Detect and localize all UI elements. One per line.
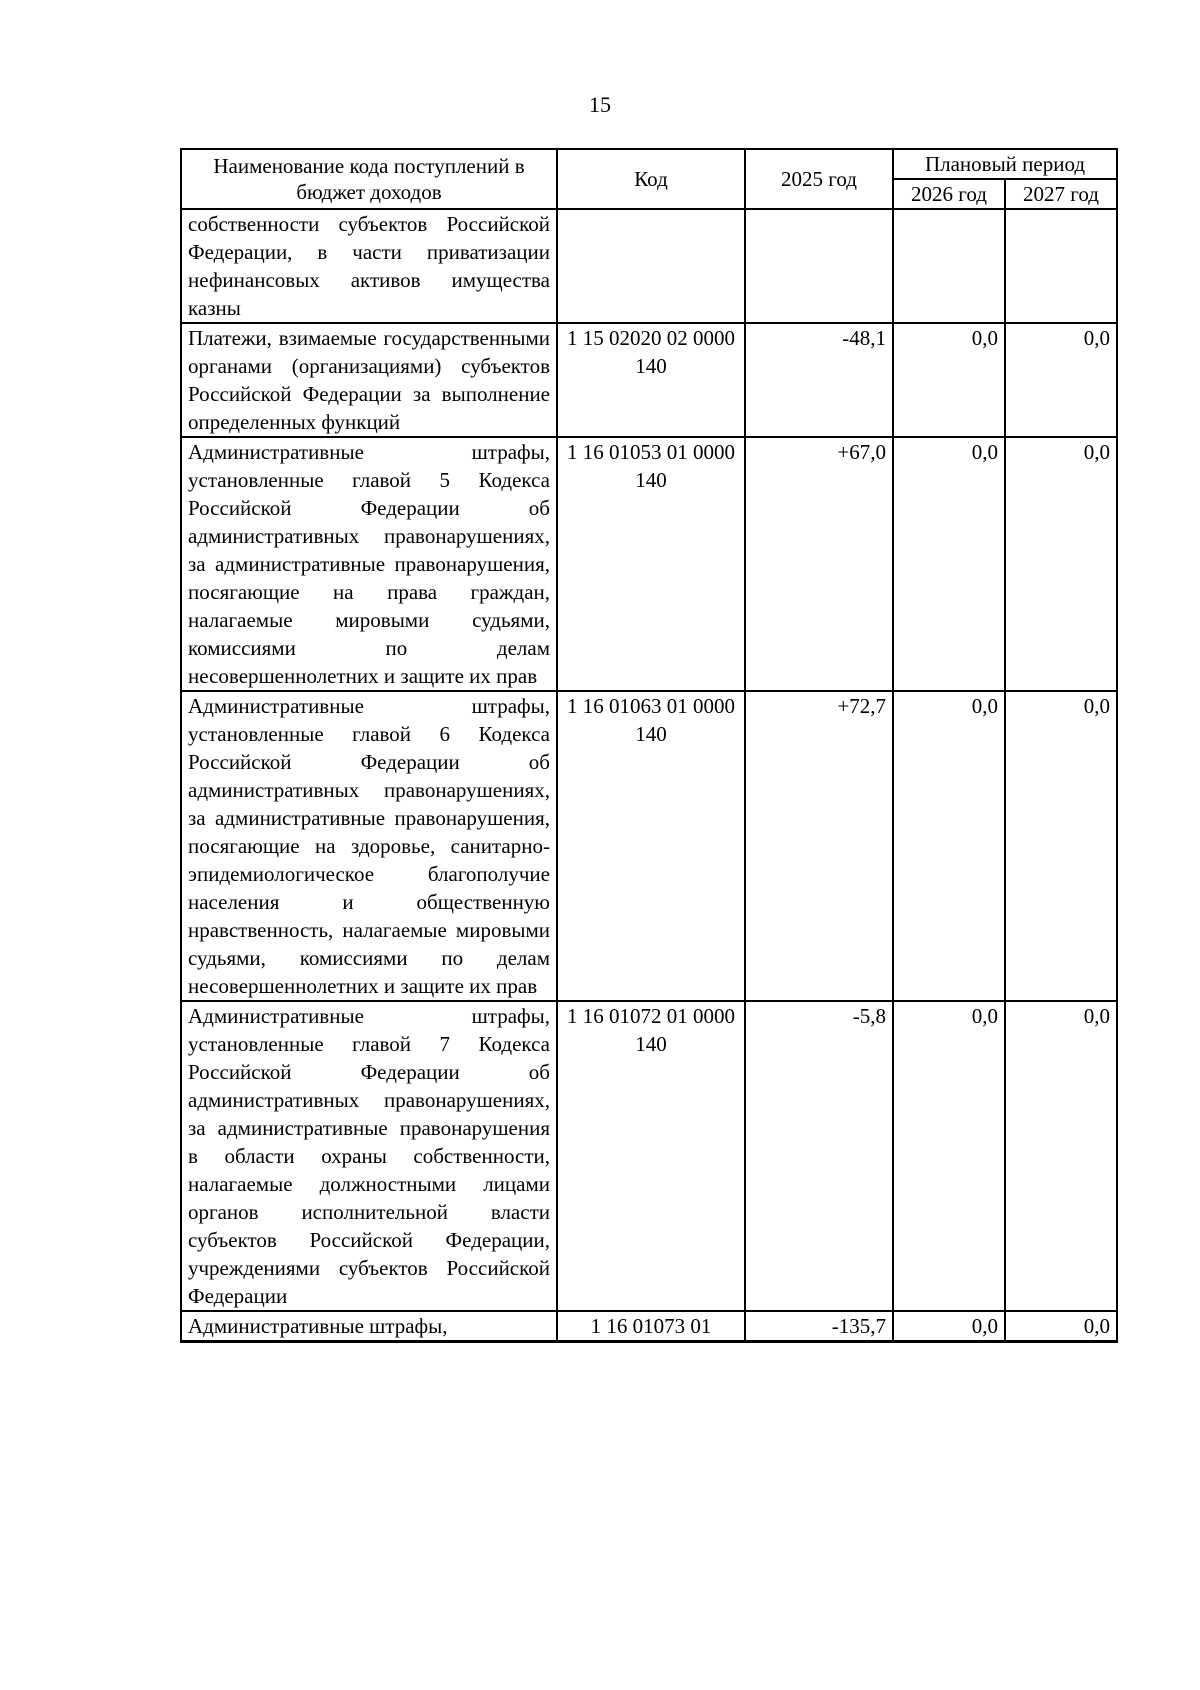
header-planned-period: Плановый период <box>893 149 1117 179</box>
table-row <box>181 691 1117 1001</box>
header-name: Наименование кода поступлений в бюджет доходов <box>181 149 557 209</box>
table-row <box>181 437 1117 691</box>
row-value-2027: 0,0 <box>1005 323 1117 437</box>
row-value-2027: 0,0 <box>1005 1001 1117 1311</box>
row-value-2026: 0,0 <box>893 1311 1005 1342</box>
row-value-2027 <box>1005 209 1117 323</box>
header-year-2027: 2027 год <box>1005 179 1117 209</box>
row-name: собственности субъектов Российской Федерации, в части приватизации нефинансовых активов имущества казны <box>181 209 557 323</box>
table-row <box>181 209 1117 323</box>
row-value-2025: -135,7 <box>745 1311 893 1342</box>
page-number: 15 <box>589 92 611 117</box>
row-name: Административные штрафы, установленные главой 7 Кодекса Российской Федерации об административных правонарушениях, за административные правонарушения в области охраны собственности, налагаемые должностными лицами органов исполнительной власти субъектов Российской Федерации, учреждениями субъектов Российской Федерации <box>181 1001 557 1311</box>
revenue-table <box>180 148 1118 1343</box>
row-name: Платежи, взимаемые государственными органами (организациями) субъектов Российской Федерации за выполнение определенных функций <box>181 323 557 437</box>
row-code: 1 16 01072 01 0000 140 <box>557 1001 745 1311</box>
row-code: 1 16 01063 01 0000 140 <box>557 691 745 1001</box>
row-value-2025: -5,8 <box>745 1001 893 1311</box>
row-name: Административные штрафы, установленные главой 5 Кодекса Российской Федерации об административных правонарушениях, за административные правонарушения, посягающие на права граждан, налагаемые мировыми судьями, комиссиями по делам несовершеннолетних и защите их прав <box>181 437 557 691</box>
row-value-2026: 0,0 <box>893 1001 1005 1311</box>
row-value-2025 <box>745 209 893 323</box>
row-value-2025: +72,7 <box>745 691 893 1001</box>
header-year-2025: 2025 год <box>745 149 893 209</box>
row-value-2026 <box>893 209 1005 323</box>
row-value-2026: 0,0 <box>893 323 1005 437</box>
row-code: 1 15 02020 02 0000 140 <box>557 323 745 437</box>
row-code: 1 16 01073 01 <box>557 1311 745 1342</box>
row-value-2026: 0,0 <box>893 691 1005 1001</box>
table-row <box>181 1001 1117 1311</box>
table-row <box>181 323 1117 437</box>
row-value-2027: 0,0 <box>1005 437 1117 691</box>
row-code <box>557 209 745 323</box>
row-value-2025: -48,1 <box>745 323 893 437</box>
row-value-2026: 0,0 <box>893 437 1005 691</box>
table-row <box>181 1311 1117 1342</box>
row-value-2025: +67,0 <box>745 437 893 691</box>
row-value-2027: 0,0 <box>1005 691 1117 1001</box>
header-year-2026: 2026 год <box>893 179 1005 209</box>
row-value-2027: 0,0 <box>1005 1311 1117 1342</box>
row-code: 1 16 01053 01 0000 140 <box>557 437 745 691</box>
row-name: Административные штрафы, <box>181 1311 557 1342</box>
header-code: Код <box>557 149 745 209</box>
row-name: Административные штрафы, установленные главой 6 Кодекса Российской Федерации об административных правонарушениях, за административные правонарушения, посягающие на здоровье, санитарно-эпидемиологическое благополучие населения и общественную нравственность, налагаемые мировыми судьями, комиссиями по делам несовершеннолетних и защите их прав <box>181 691 557 1001</box>
